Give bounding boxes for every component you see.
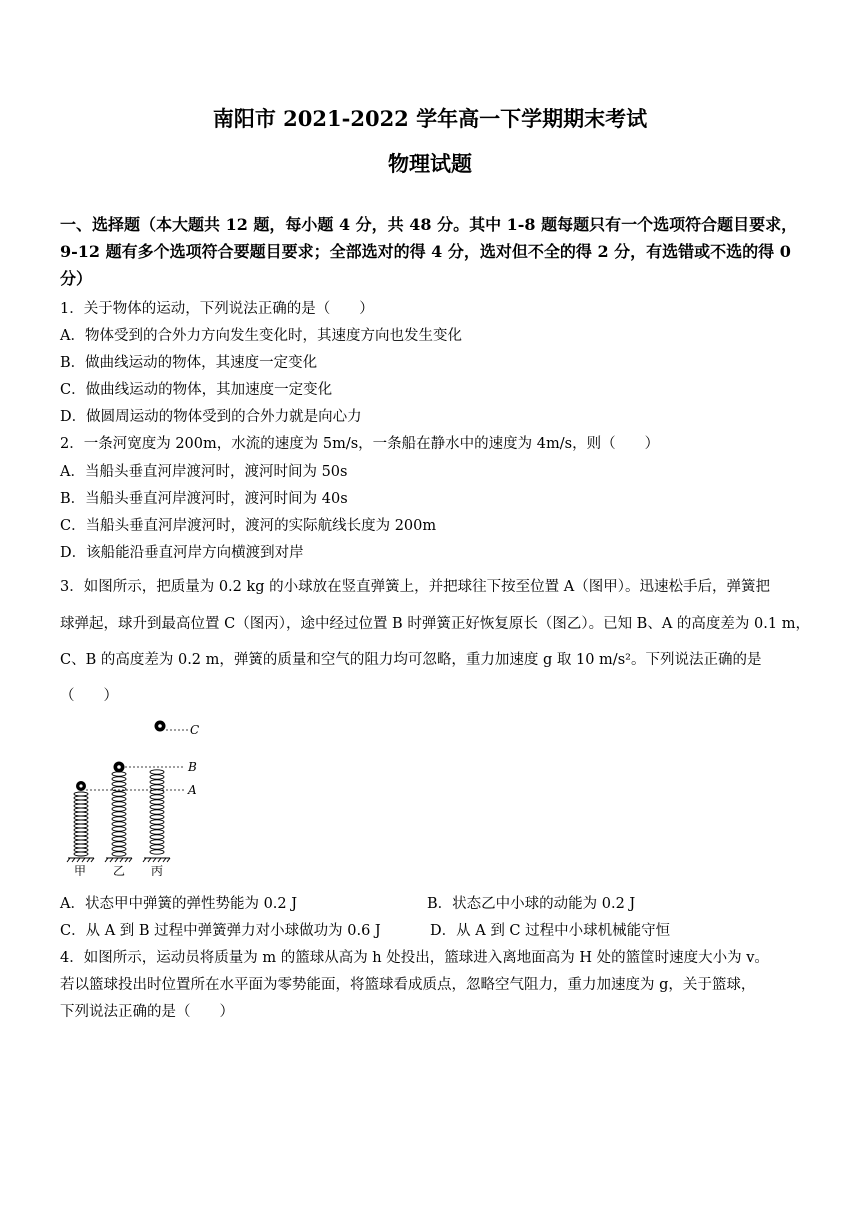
q1-option-a: A．物体受到的合外力方向发生变化时，其速度方向也发生变化: [60, 328, 462, 344]
spring-diagram-figure: [64, 716, 214, 876]
level-lines: [86, 730, 188, 790]
q1-option-b: B．做曲线运动的物体，其速度一定变化: [60, 355, 318, 371]
spring-yi: [112, 772, 126, 856]
q3-stem-line2: 球弹起，球升到最高位置 C（图丙），途中经过位置 B 时弹簧正好恢复原长（图乙）。已知 B、A 的高度差为 0.1 m，: [60, 616, 810, 632]
q2-option-a: A．当船头垂直河岸渡河时，渡河时间为 50s: [60, 464, 348, 480]
q3-stem-line3: C、B 的高度差为 0.2 m，弹簧的质量和空气的阻力均可忽略，重力加速度 g 取 10 m/s²。下列说法正确的是: [60, 652, 762, 668]
q2-stem: 2．一条河宽度为 200m，水流的速度为 5m/s，一条船在静水中的速度为 4m/s，则（ ）: [60, 436, 660, 452]
q1-stem: 1．关于物体的运动，下列说法正确的是（ ）: [60, 301, 374, 317]
q1-option-d: D．做圆周运动的物体受到的合外力就是向心力: [60, 409, 362, 425]
section-heading: 一、选择题（本大题共 12 题，每小题 4 分，共 48 分。其中 1-8 题每题只有一个选项符合题目要求，9-12 题有多个选项符合要题目要求；全部选对的得 4 分，选对但不全的得 2 分，有选错或不选的得 0 分）: [60, 215, 798, 288]
label-a: A: [188, 783, 197, 797]
spring-jia: [74, 792, 88, 856]
exam-subtitle: 物理试题: [388, 151, 472, 176]
q3-stem-line4: （ ）: [60, 688, 118, 704]
q3-option-c: C．从 A 到 B 过程中弹簧弹力对小球做功为 0.6 J: [60, 923, 381, 939]
q3-option-b: B．状态乙中小球的动能为 0.2 J: [427, 896, 636, 912]
q1-option-c: C．做曲线运动的物体，其加速度一定变化: [60, 382, 333, 398]
q2-option-b: B．当船头垂直河岸渡河时，渡河时间为 40s: [60, 491, 348, 507]
exam-title: 南阳市 2021-2022 学年高一下学期期末考试: [212, 106, 648, 131]
q4-stem-line3: 下列说法正确的是（ ）: [60, 1004, 234, 1020]
q3-option-d: D．从 A 到 C 过程中小球机械能守恒: [430, 923, 671, 939]
q2-option-c: C．当船头垂直河岸渡河时，渡河的实际航线长度为 200m: [60, 518, 437, 534]
q2-option-d: D．该船能沿垂直河岸方向横渡到对岸: [60, 545, 304, 561]
caption-bing: 丙: [151, 864, 164, 876]
ground-hatch: [67, 858, 170, 862]
caption-yi: 乙: [113, 864, 126, 876]
q4-stem-line1: 4．如图所示，运动员将质量为 m 的篮球从高为 h 处投出，篮球进入离地面高为 H 处的篮筐时速度大小为 v。: [60, 950, 769, 966]
q3-option-a: A．状态甲中弹簧的弹性势能为 0.2 J: [60, 896, 298, 912]
caption-jia: 甲: [74, 864, 87, 876]
label-b: B: [188, 760, 197, 774]
spring-bing: [150, 770, 164, 854]
q3-stem-line1: 3．如图所示，把质量为 0.2 kg 的小球放在竖直弹簧上，并把球往下按至位置 A（图甲）。迅速松手后，弹簧把: [60, 579, 771, 595]
label-c: C: [190, 723, 200, 737]
q4-stem-line2: 若以篮球投出时位置所在水平面为零势能面，将篮球看成质点，忽略空气阻力，重力加速度为 g，关于篮球，: [60, 977, 756, 993]
